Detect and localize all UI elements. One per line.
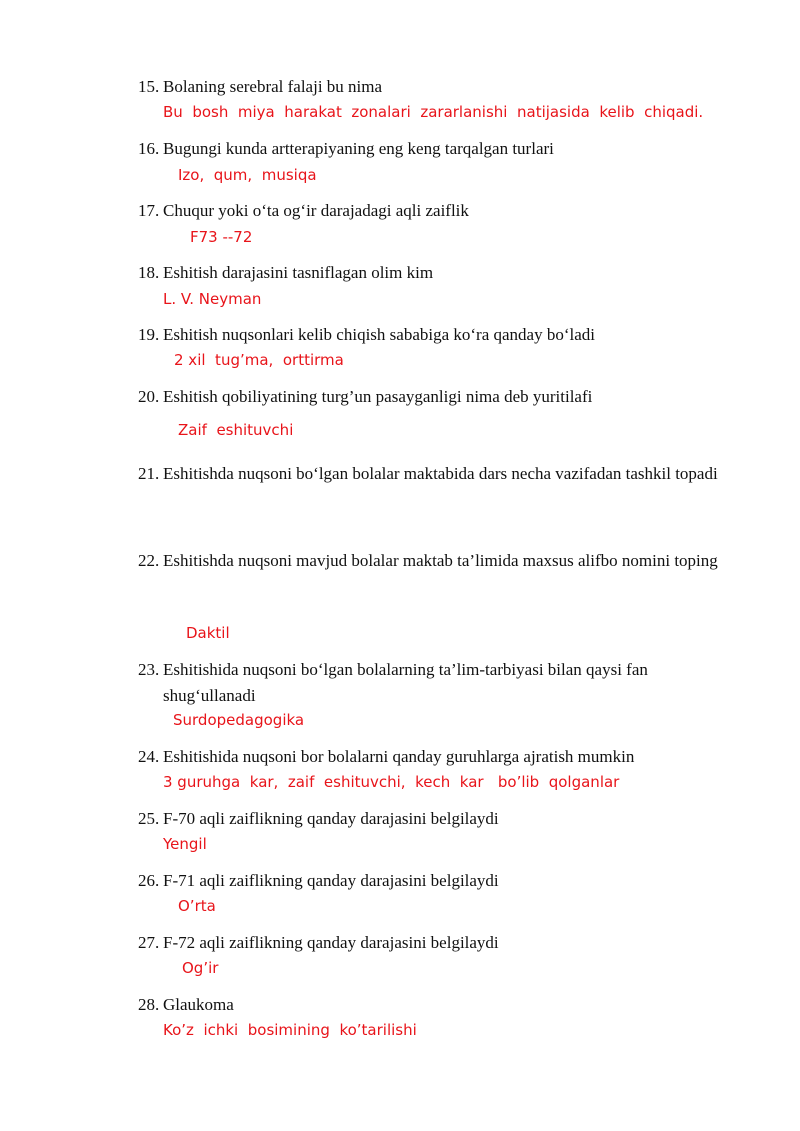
answer-22: Daktil bbox=[186, 624, 230, 642]
question-number: 18. bbox=[138, 263, 160, 282]
question-21 bbox=[138, 461, 738, 487]
answer-28: Ko’z ichki bosimining ko’tarilishi bbox=[163, 1021, 417, 1039]
question-15 bbox=[138, 74, 738, 100]
question-number: 24. bbox=[138, 747, 160, 766]
answer-17: F73 --72 bbox=[190, 228, 253, 246]
question-text: F-71 aqli zaiflikning qanday darajasini belgilaydi bbox=[163, 871, 499, 890]
question-number: 26. bbox=[138, 871, 160, 890]
question-text: Eshitish qobiliyatining turg’un pasayganligi nima deb yuritilafi bbox=[163, 387, 593, 406]
question-number: 28. bbox=[138, 995, 160, 1014]
answer-23: Surdopedagogika bbox=[173, 711, 305, 729]
question-text: Eshitishda nuqsoni mavjud bolalar maktab ta’limida maxsus alifbo nomini toping bbox=[163, 551, 718, 570]
answer-20: Zaif eshituvchi bbox=[178, 421, 294, 439]
question-text: Eshitishida nuqsoni bor bolalarni qanday guruhlarga ajratish mumkin bbox=[163, 747, 635, 766]
question-text: Eshitish darajasini tasniflagan olim kim bbox=[163, 263, 434, 282]
question-20 bbox=[138, 384, 738, 410]
question-27 bbox=[138, 930, 738, 956]
answer-19: 2 xil tug’ma, orttirma bbox=[174, 351, 344, 369]
question-text: Eshitishida nuqsoni bo‘lgan bolalarning ta’lim-tarbiyasi bilan qaysi fan shug‘ullanadi bbox=[163, 660, 648, 705]
question-number: 17. bbox=[138, 201, 160, 220]
question-24 bbox=[138, 744, 738, 770]
question-19 bbox=[138, 322, 738, 348]
question-text: Bugungi kunda artterapiyaning eng keng tarqalgan turlari bbox=[163, 139, 554, 158]
question-text: Eshitishda nuqsoni bo‘lgan bolalar maktabida dars necha vazifadan tashkil topadi bbox=[163, 464, 718, 483]
answer-18: L. V. Neyman bbox=[163, 290, 262, 308]
question-23 bbox=[138, 657, 738, 709]
question-25 bbox=[138, 806, 738, 832]
question-number: 15. bbox=[138, 77, 160, 96]
question-text: F-72 aqli zaiflikning qanday darajasini belgilaydi bbox=[163, 933, 499, 952]
question-17 bbox=[138, 198, 738, 224]
question-16 bbox=[138, 136, 738, 162]
question-number: 16. bbox=[138, 139, 160, 158]
answer-16: Izo, qum, musiqa bbox=[178, 166, 317, 184]
question-18 bbox=[138, 260, 738, 286]
question-number: 19. bbox=[138, 325, 160, 344]
question-number: 22. bbox=[138, 551, 160, 570]
question-number: 27. bbox=[138, 933, 160, 952]
answer-25: Yengil bbox=[163, 835, 207, 853]
question-26 bbox=[138, 868, 738, 894]
question-text: F-70 aqli zaiflikning qanday darajasini belgilaydi bbox=[163, 809, 499, 828]
question-22 bbox=[138, 548, 738, 574]
question-text: Eshitish nuqsonlari kelib chiqish sababiga ko‘ra qanday bo‘ladi bbox=[163, 325, 595, 344]
answer-27: Og’ir bbox=[182, 959, 219, 977]
question-number: 25. bbox=[138, 809, 160, 828]
question-number: 20. bbox=[138, 387, 160, 406]
question-text: Bolaning serebral falaji bu nima bbox=[163, 77, 383, 96]
answer-15: Bu bosh miya harakat zonalari zararlanishi natijasida kelib chiqadi. bbox=[163, 103, 704, 121]
question-text: Chuqur yoki o‘ta og‘ir darajadagi aqli zaiflik bbox=[163, 201, 469, 220]
answer-26: O’rta bbox=[178, 897, 216, 915]
question-number: 21. bbox=[138, 464, 160, 483]
question-text: Glaukoma bbox=[163, 995, 234, 1014]
question-number: 23. bbox=[138, 660, 160, 679]
answer-24: 3 guruhga kar, zaif eshituvchi, kech kar bo’lib qolganlar bbox=[163, 773, 620, 791]
question-28 bbox=[138, 992, 738, 1018]
